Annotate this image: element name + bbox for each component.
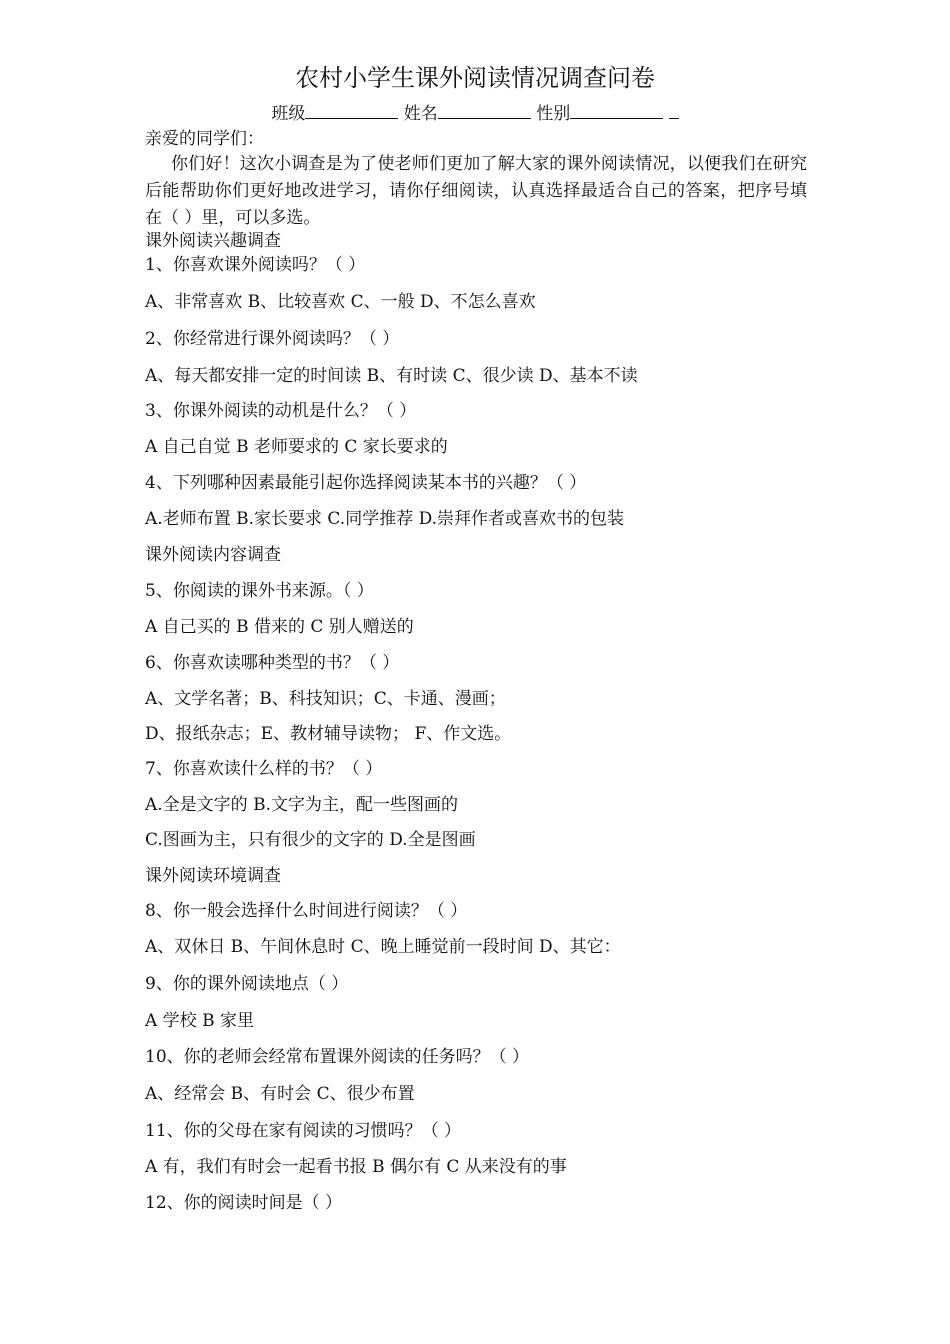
options-8: A、双休日 B、午间休息时 C、晚上睡觉前一段时间 D、其它：: [145, 937, 621, 957]
question-1: 1、你喜欢课外阅读吗？（ ）: [145, 255, 366, 275]
options-9: A 学校 B 家里: [145, 1011, 254, 1031]
question-2: 2、你经常进行课外阅读吗？（ ）: [145, 329, 400, 349]
question-9: 9、你的课外阅读地点（ ）: [145, 974, 349, 994]
document-title: 农村小学生课外阅读情况调查问卷: [295, 64, 655, 92]
extra-blank: [669, 102, 679, 119]
gender-label: 性别: [536, 104, 571, 124]
options-7-line-2: C.图画为主，只有很少的文字的 D.全是图画: [145, 830, 476, 850]
class-blank[interactable]: [305, 102, 398, 119]
options-4: A.老师布置 B.家长要求 C.同学推荐 D.崇拜作者或喜欢书的包装: [145, 509, 625, 529]
options-6-line-2: D、报纸杂志；E、教材辅导读物； F、作文选。: [145, 724, 512, 744]
options-1: A、非常喜欢 B、比较喜欢 C、一般 D、不怎么喜欢: [145, 292, 536, 312]
section-heading-interest: 课外阅读兴趣调查: [145, 231, 281, 251]
options-3: A 自己自觉 B 老师要求的 C 家长要求的: [145, 437, 448, 457]
greeting: 亲爱的同学们：: [145, 129, 264, 149]
options-11: A 有，我们有时会一起看书报 B 偶尔有 C 从来没有的事: [145, 1157, 567, 1177]
question-4: 4、下列哪种因素最能引起你选择阅读某本书的兴趣？（ ）: [145, 473, 587, 493]
options-10: A、经常会 B、有时会 C、很少布置: [145, 1084, 415, 1104]
intro-paragraph: 你们好！这次小调查是为了使老师们更加了解大家的课外阅读情况，以便我们在研究后能帮助你们更好地改进学习，请你仔细阅读，认真选择最适合自己的答案，把序号填在（ ）里，可以多选。: [145, 154, 807, 228]
question-8: 8、你一般会选择什么时间进行阅读？（ ）: [145, 901, 468, 921]
name-blank[interactable]: [438, 102, 531, 119]
options-7-line-1: A.全是文字的 B.文字为主，配一些图画的: [145, 795, 458, 815]
question-5: 5、你阅读的课外书来源。（ ）: [145, 581, 374, 601]
name-label: 姓名: [403, 104, 438, 124]
class-label: 班级: [271, 104, 306, 124]
question-6: 6、你喜欢读哪种类型的书？（ ）: [145, 653, 400, 673]
options-2: A、每天都安排一定的时间读 B、有时读 C、很少读 D、基本不读: [145, 366, 638, 386]
section-heading-content: 课外阅读内容调查: [145, 545, 281, 565]
options-6-line-1: A、文学名著；B、科技知识；C、卡通、漫画；: [145, 689, 506, 709]
question-7: 7、你喜欢读什么样的书？（ ）: [145, 759, 383, 779]
student-info-line: [0, 101, 950, 127]
gender-blank[interactable]: [570, 102, 663, 119]
section-heading-environment: 课外阅读环境调查: [145, 866, 281, 886]
question-11: 11、你的父母在家有阅读的习惯吗？（ ）: [145, 1121, 462, 1141]
question-3: 3、你课外阅读的动机是什么？（ ）: [145, 401, 417, 421]
options-5: A 自己买的 B 借来的 C 别人赠送的: [145, 617, 414, 637]
question-10: 10、你的老师会经常布置课外阅读的任务吗？（ ）: [145, 1047, 530, 1067]
question-12: 12、你的阅读时间是（ ）: [145, 1193, 343, 1213]
